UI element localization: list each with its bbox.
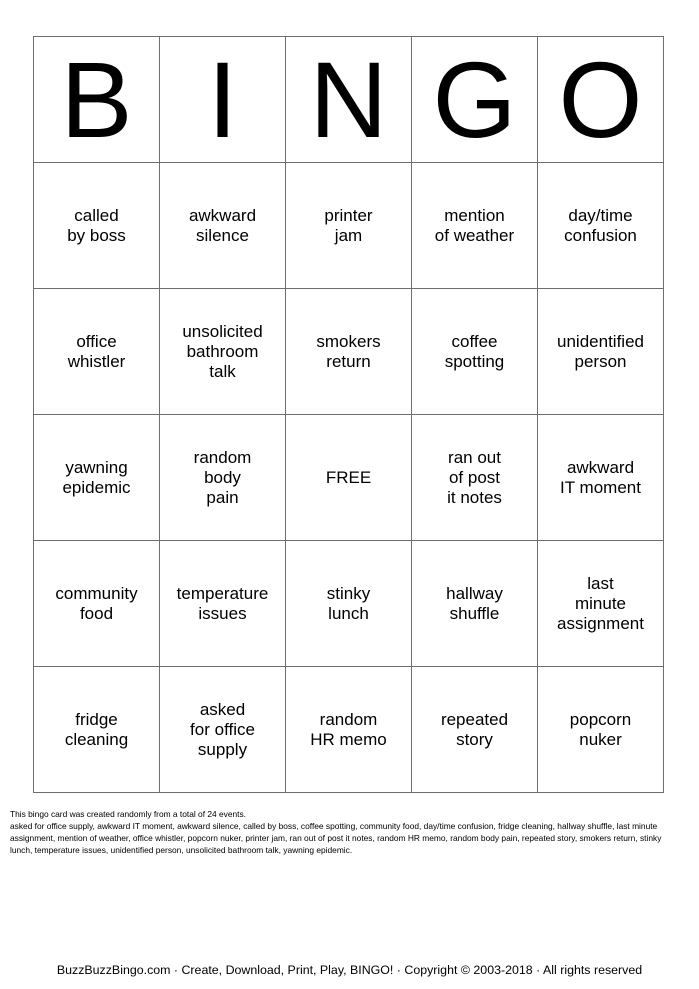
bingo-square [412,541,538,667]
square-line: return [326,351,371,371]
square-line: fridge [75,709,118,729]
square-line: story [456,729,493,749]
bingo-square [34,163,160,289]
bingo-square [160,289,286,415]
event-list: asked for office supply, awkward IT moment, awkward silence, called by boss, coffee spotting, community food, day/time confusion, fridge cleaning, hallway shuffle, last minute assignment, mention of weather, office whistler, popcorn nuker, printer jam, ran out of post it notes, random HR memo, random body pain, repeated story, smokers return, stinky lunch, temperature issues, unidentified person, unsolicited bathroom talk, yawning epidemic. [10,821,662,855]
square-line: cleaning [64,729,129,749]
square-line: random [193,447,252,467]
square-line: jam [334,225,363,245]
square-line: mention [444,205,505,225]
square-line: it notes [447,487,502,507]
header-letter-i: I [160,37,286,163]
square-line: day/time [568,205,633,225]
bingo-square [412,163,538,289]
footer-credit: BuzzBuzzBingo.com · Create, Download, Print, Play, BINGO! · Copyright © 2003-2018 · All rights reserved [56,963,643,977]
square-line: spotting [444,351,505,371]
bingo-square [412,289,538,415]
square-line: by boss [67,225,126,245]
square-line: coffee [451,331,498,351]
square-line: body [204,467,241,487]
square-line: asked [199,699,246,719]
square-line: assignment [557,613,644,633]
square-line: epidemic [62,477,131,497]
card-row [34,541,664,667]
square-line: food [79,603,114,623]
square-line: ran out [448,447,501,467]
header-letter-n: N [286,37,412,163]
square-line: nuker [579,729,622,749]
header-row [34,37,664,163]
bingo-square [160,667,286,793]
square-line: talk [209,361,236,381]
bingo-square [538,667,664,793]
square-line: yawning [65,457,128,477]
square-line: awkward [566,457,635,477]
bingo-square [412,415,538,541]
square-line: pain [206,487,239,507]
card-row [34,667,664,793]
bingo-square [286,163,412,289]
bingo-square [160,541,286,667]
bingo-square [34,667,160,793]
square-line: hallway [446,583,503,603]
square-line: random [319,709,378,729]
card-row [34,163,664,289]
bingo-square [286,667,412,793]
square-line: lunch [328,603,369,623]
header-letter-g: G [412,37,538,163]
square-line: popcorn [569,709,632,729]
bingo-square [34,289,160,415]
square-line: last [587,573,614,593]
square-line: repeated [440,709,509,729]
square-line: silence [196,225,249,245]
bingo-card [33,36,664,793]
square-line: unsolicited [182,321,263,341]
bingo-square [412,667,538,793]
square-line: of weather [434,225,515,245]
square-line: person [574,351,627,371]
card-row [34,289,664,415]
header-letter-b: B [34,37,160,163]
square-line: whistler [67,351,126,371]
card-info-intro: This bingo card was created randomly from a total of 24 events. [10,809,247,819]
bingo-square [538,289,664,415]
bingo-square [538,541,664,667]
bingo-square [538,415,664,541]
square-line: supply [197,739,248,759]
square-line: bathroom [186,341,259,361]
square-line: HR memo [310,729,387,749]
square-line: called [74,205,119,225]
bingo-square [160,415,286,541]
square-line: awkward [188,205,257,225]
bingo-square [34,541,160,667]
square-line: stinky [326,583,371,603]
square-line: unidentified [557,331,644,351]
square-line: community [55,583,138,603]
bingo-square [286,541,412,667]
square-line: of post [448,467,501,487]
square-line: issues [198,603,247,623]
square-line: FREE [325,467,372,487]
square-line: office [76,331,117,351]
square-line: shuffle [449,603,500,623]
square-line: printer [324,205,373,225]
square-line: temperature [176,583,269,603]
card-info [10,808,670,856]
square-line: for office [190,719,255,739]
bingo-square [286,289,412,415]
square-line: confusion [564,225,637,245]
free-square [286,415,412,541]
square-line: smokers [316,331,381,351]
header-letter-o: O [538,37,664,163]
card-row [34,415,664,541]
bingo-square [160,163,286,289]
bingo-square [538,163,664,289]
square-line: minute [574,593,627,613]
square-line: IT moment [560,477,641,497]
bingo-square [34,415,160,541]
